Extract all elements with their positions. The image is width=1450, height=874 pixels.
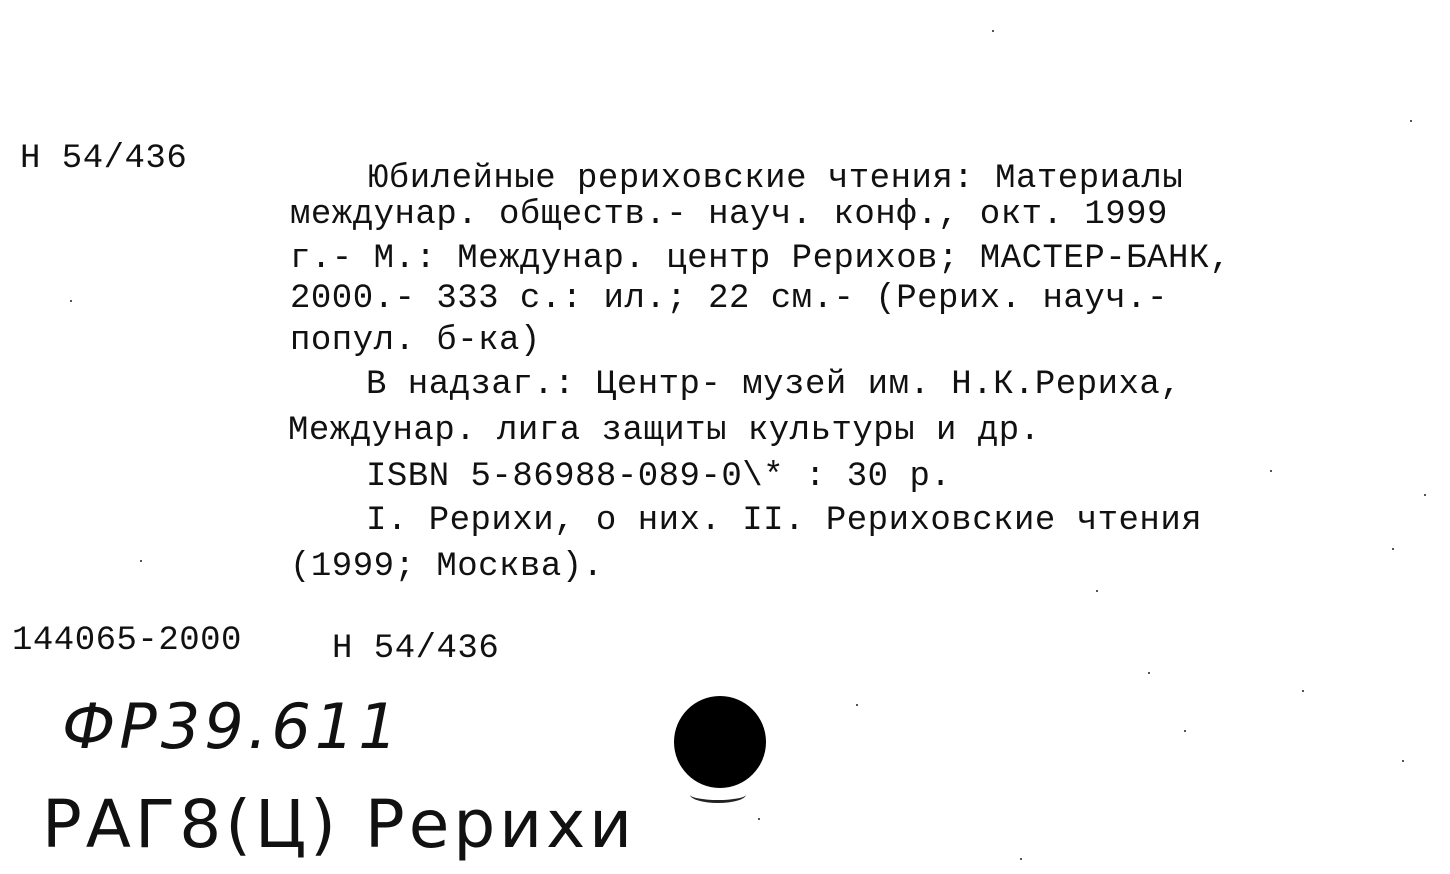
inventory-number: 144065-2000: [12, 622, 242, 660]
entry-line-10: (1999; Москва).: [290, 548, 604, 586]
scan-speck: [1148, 672, 1150, 674]
entry-line-9: I. Рерихи, о них. II. Рериховские чтения: [366, 502, 1203, 540]
entry-line-7: Междунар. лига защиты культуры и др.: [288, 412, 1041, 450]
entry-line-6: В надзаг.: Центр- музей им. Н.К.Рериха,: [366, 366, 1182, 404]
entry-line-3: г.- М.: Междунар. центр Рерихов; МАСТЕР-БАНК,: [290, 240, 1231, 278]
scan-speck: [1424, 494, 1426, 496]
handwritten-subject: РАГ8(Ц) Рерихи: [42, 786, 637, 863]
entry-line-5: попул. б-ка): [290, 322, 541, 360]
punch-hole: [674, 696, 766, 788]
shelfmark: Н 54/436: [20, 140, 188, 178]
inventory-shelfmark: Н 54/436: [332, 630, 500, 668]
scan-speck: [1302, 690, 1304, 692]
scan-speck: [1402, 760, 1404, 762]
scan-speck: [1096, 590, 1098, 592]
entry-line-1: Юбилейные рериховские чтения: Материалы: [368, 160, 1184, 198]
scan-speck: [140, 560, 142, 562]
scan-speck: [1270, 470, 1272, 472]
scan-speck: [1410, 120, 1412, 122]
entry-line-2: междунар. обществ.- науч. конф., окт. 1999: [290, 196, 1168, 234]
scan-speck: [1392, 548, 1394, 550]
entry-line-4: 2000.- 333 с.: ил.; 22 см.- (Рерих. науч.-: [290, 280, 1168, 318]
scan-speck: [1020, 858, 1022, 860]
handwritten-classification: ФР39.611: [62, 690, 402, 763]
scan-speck: [1184, 730, 1186, 732]
scan-speck: [856, 704, 858, 706]
punch-hole-edge: [690, 786, 746, 803]
scan-speck: [758, 818, 760, 820]
scan-speck: [70, 300, 72, 302]
scan-speck: [992, 30, 994, 32]
entry-line-8: ISBN 5-86988-089-0\* : 30 р.: [366, 458, 952, 496]
